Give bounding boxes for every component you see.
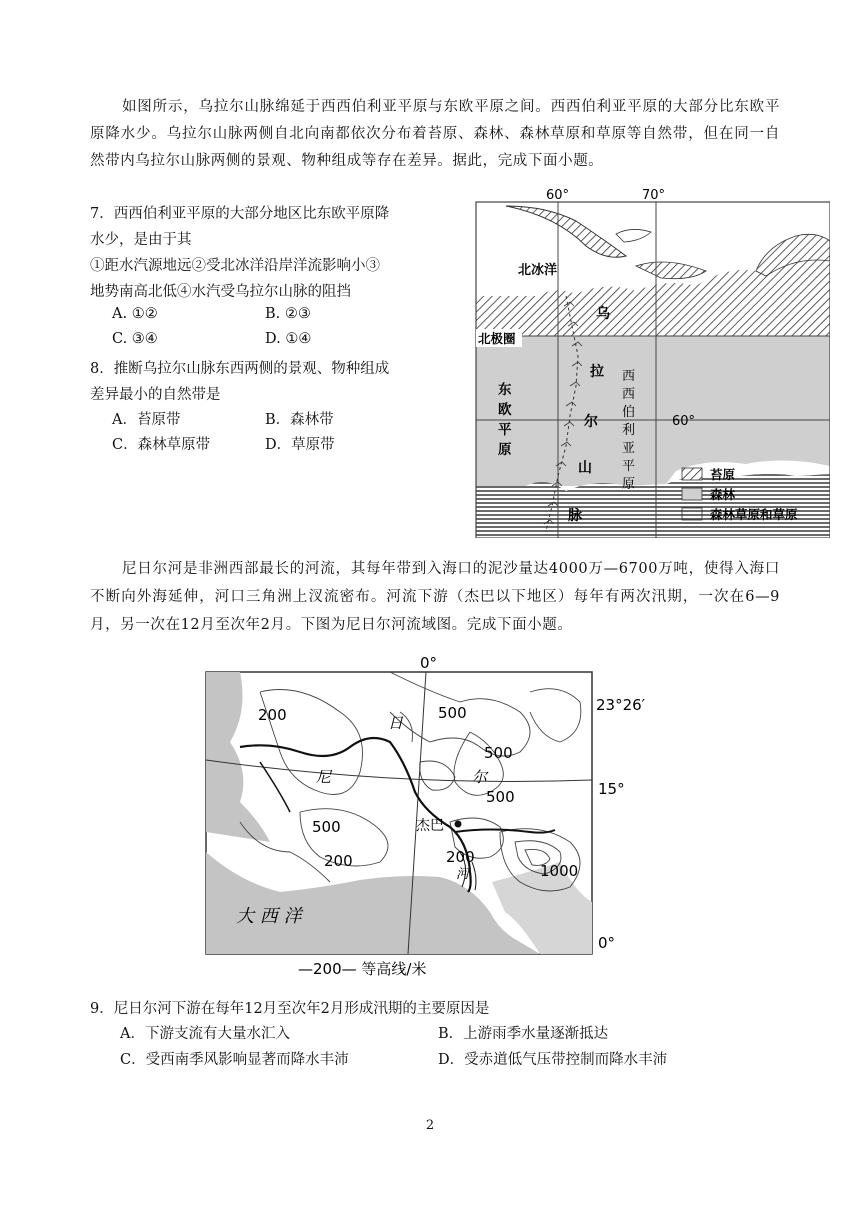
contour-200-c: 200 [446,848,475,866]
ural-char-4: 山 [578,460,592,476]
q7-option-b[interactable]: B. ②③ [265,306,311,322]
q8-stem-line1: 8．推断乌拉尔山脉东西两侧的景观、物种组成 [90,361,390,377]
lat-0-label: 0° [598,934,616,952]
q7-option-c[interactable]: C. ③④ [112,331,158,347]
q9-option-c[interactable]: C．受西南季风影响显著而降水丰沛 [120,1052,349,1068]
lat-60-label: 60° [672,414,696,429]
ural-char-3: 尔 [584,414,598,430]
q9-stem: 9．尼日尔河下游在每年12月至次年2月形成汛期的主要原因是 [90,1001,490,1017]
east-europe-char-4: 原 [498,442,512,458]
contour-500-c: 500 [486,788,515,806]
river-char-ni: 尼 [316,768,332,786]
niger-map [200,652,660,982]
lon-70-label: 70° [642,188,666,203]
river-char-he: 河 [456,867,470,882]
q7-stem-line2: 水少，是由于其 [90,232,192,248]
q9-option-a[interactable]: A．下游支流有大量水汇入 [120,1026,290,1042]
contour-500-a: 500 [438,704,467,722]
arctic-circle-label: 北极圈 [478,331,516,346]
legend-forest: 森林 [710,487,736,502]
q7-option-d[interactable]: D. ①④ [265,331,312,347]
q8-option-c[interactable]: C．森林草原带 [112,437,211,453]
east-europe-char-3: 平 [498,422,512,438]
west-siberia-char-7: 原 [622,477,636,492]
q9-option-b[interactable]: B．上游雨季水量逐渐抵达 [438,1026,609,1042]
ural-char-2: 拉 [590,364,604,380]
ural-map [466,186,830,538]
contour-legend: —200— 等高线/米 [298,960,427,978]
intro-paragraph-niger: 尼日尔河是非洲西部最长的河流，其每年带到入海口的泥沙量达4000万—6700万吨，使得入海口不断向外海延伸，河口三角洲上汊流密布。河流下游（杰巴以下地区）每年有两次汛期，一次在6—9月，另一次在12月至次年2月。下图为尼日尔河流域图。完成下面小题。 [90,561,780,633]
west-siberia-char-4: 利 [622,423,636,438]
q8-option-a[interactable]: A．苔原带 [112,412,181,428]
legend-tundra: 苔原 [710,467,736,482]
west-siberia-char-1: 西 [622,369,636,384]
ural-char-1: 乌 [596,306,610,322]
west-siberia-char-6: 平 [622,459,636,474]
ural-char-5: 脉 [568,508,582,524]
jeba-city-marker [455,821,462,828]
contour-200-a: 200 [258,706,287,724]
q7-stem-line4: 地势南高北低④水汽受乌拉尔山脉的阻挡 [90,284,351,300]
lon-60-label: 60° [546,188,570,203]
east-europe-char-2: 欧 [498,402,512,418]
arctic-ocean-label: 北冰洋 [518,263,558,278]
jeba-label: 杰巴 [416,818,444,834]
q9-option-d[interactable]: D．受赤道低气压带控制而降水丰沛 [438,1052,668,1068]
west-siberia-char-3: 伯 [622,405,636,420]
q8-stem-line2: 差异最小的自然带是 [90,387,221,403]
river-char-ri: 日 [388,714,404,732]
river-char-er: 尔 [472,768,488,786]
intro-paragraph-ural: 如图所示，乌拉尔山脉绵延于西西伯利亚平原与东欧平原之间。西西伯利亚平原的大部分比东欧平原降水少。乌拉尔山脉两侧自北向南都依次分布着苔原、森林、森林草原和草原等自然带，但在同一自然带内乌拉尔山脉两侧的景观、物种组成等存在差异。据此，完成下面小题。 [90,99,780,169]
contour-200-b: 200 [324,852,353,870]
atlantic-ocean-label: 大 西 洋 [236,906,302,927]
q8-option-b[interactable]: B．森林带 [265,412,334,428]
lon-0-label: 0° [420,654,438,672]
east-europe-char-1: 东 [498,382,512,398]
q7-stem-line1: 7．西西伯利亚平原的大部分地区比东欧平原降 [90,206,390,222]
contour-1000: 1000 [540,862,579,880]
west-siberia-char-5: 亚 [622,441,636,456]
tropic-label: 23°26′ [596,696,646,714]
q7-option-a[interactable]: A. ①② [112,306,158,322]
west-siberia-char-2: 西 [622,387,636,402]
q8-option-d[interactable]: D．草原带 [265,437,335,453]
legend-steppe: 森林草原和草原 [710,507,798,522]
contour-500-b: 500 [484,744,513,762]
page-number: 2 [425,1118,435,1133]
lat-15-label: 15° [598,780,625,798]
q7-stem-line3: ①距水汽源地远②受北冰洋沿岸洋流影响小③ [90,258,380,274]
contour-500-d: 500 [312,818,341,836]
